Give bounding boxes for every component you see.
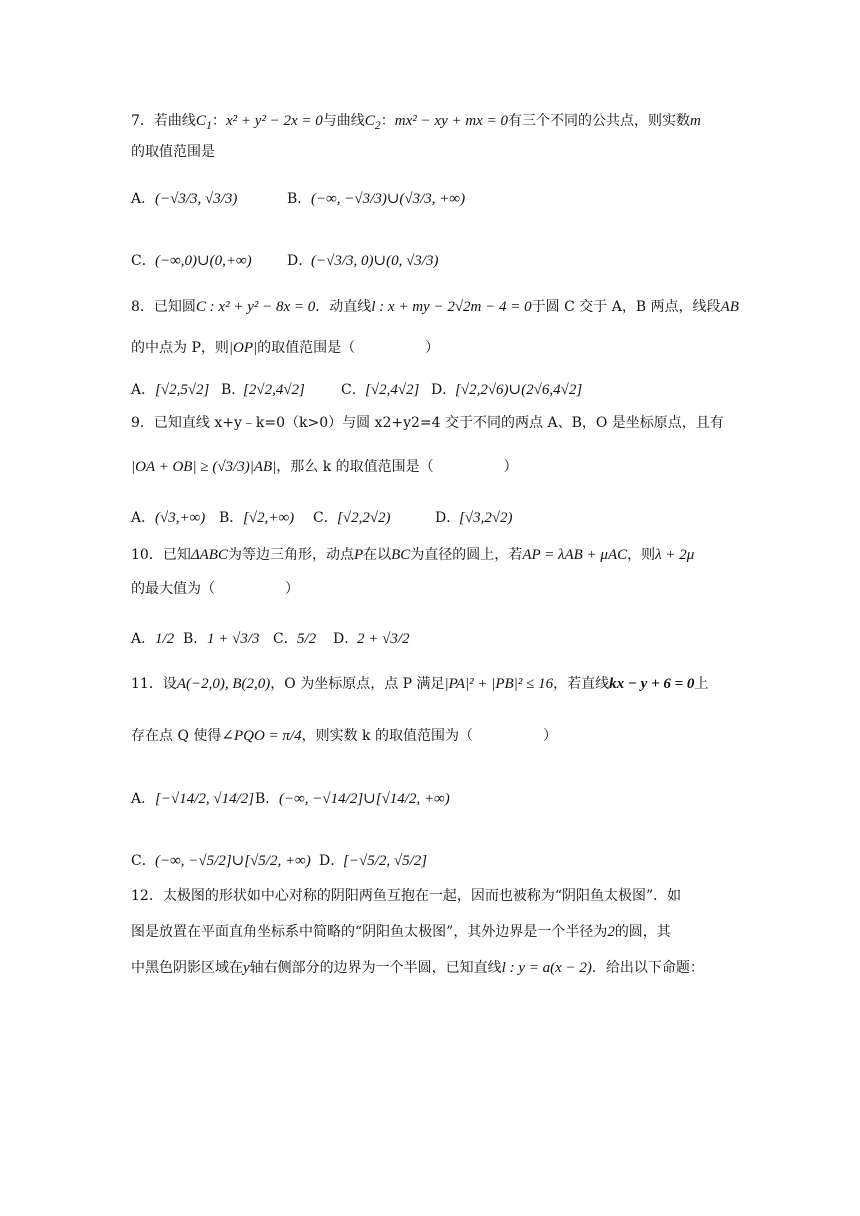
q12-text-c: 中黑色阴影区域在 bbox=[131, 960, 243, 976]
q12-text-e: ．给出以下命题： bbox=[591, 960, 704, 976]
q10-text-d: 为直径的圆上，若 bbox=[410, 547, 523, 563]
q8-opt-b: [2√2,4√2] bbox=[243, 382, 305, 398]
q10-expr: λ + 2μ bbox=[655, 547, 695, 563]
q7-opt-d: (−√3/3, 0)∪(0, √3/3) bbox=[311, 253, 439, 269]
q10-opt-a: 1/2 bbox=[155, 631, 175, 647]
q9-line1: 9．已知直线 x+y﹣k=0（k>0）与圆 x2+y2=4 交于不同的两点 A、B，O 是坐标原点，且有 bbox=[131, 415, 724, 431]
q9-opt-c-label: C． bbox=[313, 510, 338, 526]
q8-seg-ab: AB bbox=[720, 299, 739, 315]
q7-curve2-eq: mx² − xy + mx = 0 bbox=[394, 113, 508, 129]
q11-text-d: 上 bbox=[694, 676, 709, 692]
q12-line1: 12．太极图的形状如中心对称的阴阳两鱼互抱在一起，因而也被称为“阴阳鱼太极图”．如 bbox=[131, 888, 682, 904]
q9-opt-d: [√3,2√2) bbox=[459, 510, 513, 526]
q7-opt-c-label: C． bbox=[131, 253, 156, 269]
q7-opt-a: (−√3/3, √3/3) bbox=[155, 191, 238, 207]
q10-point-p: P bbox=[353, 547, 364, 563]
q11-options-cd bbox=[131, 850, 831, 872]
q11-opt-d-label: D． bbox=[319, 853, 345, 869]
q8-opt-b-label: B． bbox=[221, 382, 246, 398]
q9-opt-a-label: A． bbox=[131, 510, 156, 526]
q7-text: 7．若曲线 bbox=[131, 113, 196, 129]
q12-var-y: y bbox=[243, 960, 250, 976]
q11-line2 bbox=[131, 725, 831, 747]
q12-line-eq: l : y = a(x − 2) bbox=[501, 960, 592, 976]
q8-opt-c: [√2,4√2] bbox=[365, 382, 420, 398]
q7-colon2: ： bbox=[380, 113, 395, 129]
q11-text-f: ，则实数 k 的取值范围为（ ） bbox=[301, 728, 557, 744]
q11-condition: |PA|² + |PB|² ≤ 16 bbox=[444, 676, 554, 692]
q10-seg-bc: BC bbox=[391, 547, 411, 563]
q10-text-a: 10．已知 bbox=[131, 547, 191, 563]
q9-text-b: ，那么 k 的取值范围是（ ） bbox=[276, 459, 518, 475]
q8-options bbox=[131, 379, 831, 401]
q10-text-b: 为等边三角形，动点 bbox=[227, 547, 354, 563]
q8-opt-c-label: C． bbox=[341, 382, 366, 398]
q8-text-c: 于圆 C 交于 A，B 两点，线段 bbox=[531, 299, 721, 315]
q10-line2: 的最大值为（ ） bbox=[131, 581, 299, 597]
q7-opt-c: (−∞,0)∪(0,+∞) bbox=[155, 253, 252, 269]
q12-text-d: 轴右侧部分的边界为一个半圆，已知直线 bbox=[249, 960, 502, 976]
q9-opt-c: [√2,2√2) bbox=[337, 510, 391, 526]
q9-options bbox=[131, 507, 831, 529]
q9-opt-d-label: D． bbox=[435, 510, 461, 526]
q9-opt-a: (√3,+∞) bbox=[155, 510, 206, 526]
q10-opt-b-label: B． bbox=[183, 631, 208, 647]
q11-text-b: ，O 为坐标原点，点 P 满足 bbox=[270, 676, 445, 692]
q9-ineq: |OA + OB| ≥ (√3/3)|AB| bbox=[131, 459, 277, 475]
q9-opt-b-label: B． bbox=[219, 510, 244, 526]
q11-text-a: 11．设 bbox=[131, 676, 177, 692]
q7-colon1: ： bbox=[211, 113, 226, 129]
q8-circle-eq: C : x² + y² − 8x = 0 bbox=[195, 299, 316, 315]
q9-line2 bbox=[131, 456, 831, 478]
q12-line3 bbox=[131, 957, 831, 979]
q11-line1 bbox=[131, 673, 831, 695]
q7-line2: 的取值范围是 bbox=[131, 144, 215, 160]
q10-triangle: ΔABC bbox=[190, 547, 228, 563]
q7-opt-b-label: B． bbox=[287, 191, 312, 207]
q12-text-b: 的圆，其 bbox=[614, 924, 671, 940]
q11-opt-b-label: B． bbox=[255, 791, 280, 807]
q8-line-eq: l : x + my − 2√2m − 4 = 0 bbox=[371, 299, 532, 315]
q7-var-m: m bbox=[689, 113, 701, 129]
q7-opt-b: (−∞, −√3/3)∪(√3/3, +∞) bbox=[311, 191, 466, 207]
q7-options-cd bbox=[131, 250, 831, 272]
q12-radius: 2 bbox=[607, 924, 615, 940]
q11-points: A(−2,0), B(2,0) bbox=[176, 676, 271, 692]
q11-opt-d: [−√5/2, √5/2] bbox=[343, 853, 428, 869]
q10-opt-b: 1 + √3/3 bbox=[207, 631, 260, 647]
q7-c2: $C_2$ bbox=[364, 113, 381, 132]
q12-line2 bbox=[131, 921, 831, 943]
q10-opt-d: 2 + √3/2 bbox=[357, 631, 410, 647]
q11-opt-a-label: A． bbox=[131, 791, 156, 807]
q10-options bbox=[131, 628, 831, 650]
q11-options-ab bbox=[131, 788, 831, 810]
q10-line1 bbox=[131, 544, 831, 566]
q7-text-b: 与曲线 bbox=[322, 113, 365, 129]
q10-opt-a-label: A． bbox=[131, 631, 156, 647]
q7-opt-a-label: A． bbox=[131, 191, 156, 207]
q7-opt-d-label: D． bbox=[287, 253, 313, 269]
q7-c1: $C_1$ bbox=[195, 113, 212, 132]
q7-options-ab bbox=[131, 188, 831, 210]
q10-vector-eq: AP = λAB + μAC bbox=[522, 547, 628, 563]
q8-opt-d: [√2,2√6)∪(2√6,4√2] bbox=[455, 382, 583, 398]
q8-text-b: ．动直线 bbox=[315, 299, 372, 315]
q11-opt-b: (−∞, −√14/2]∪[√14/2, +∞) bbox=[279, 791, 450, 807]
q9-opt-b: [√2,+∞) bbox=[243, 510, 295, 526]
q11-opt-c: (−∞, −√5/2]∪[√5/2, +∞) bbox=[155, 853, 311, 869]
q8-line1 bbox=[131, 296, 831, 318]
q7-line1 bbox=[131, 110, 831, 136]
q11-text-c: ，若直线 bbox=[553, 676, 610, 692]
q11-opt-a: [−√14/2, √14/2] bbox=[155, 791, 255, 807]
q8-text-d: 的中点为 P，则 bbox=[131, 340, 229, 356]
q10-opt-c-label: C． bbox=[273, 631, 298, 647]
q11-opt-c-label: C． bbox=[131, 853, 156, 869]
q8-line2 bbox=[131, 337, 831, 359]
q11-line-eq: kx − y + 6 = 0 bbox=[609, 676, 695, 692]
q8-op: |OP| bbox=[228, 340, 258, 356]
q7-curve1-eq: x² + y² − 2x = 0 bbox=[225, 113, 323, 129]
q8-opt-d-label: D． bbox=[431, 382, 457, 398]
q8-text-e: 的取值范围是（ ） bbox=[257, 340, 440, 356]
q8-opt-a-label: A． bbox=[131, 382, 156, 398]
q10-text-e: ，则 bbox=[627, 547, 656, 563]
q12-text-a: 图是放置在平面直角坐标系中简略的“阴阳鱼太极图”，其外边界是一个半径为 bbox=[131, 924, 608, 940]
q11-angle: ∠PQO = π/4 bbox=[221, 728, 302, 744]
q10-opt-d-label: D． bbox=[333, 631, 359, 647]
q8-text-a: 8．已知圆 bbox=[131, 299, 196, 315]
q10-opt-c: 5/2 bbox=[297, 631, 317, 647]
q7-text-c: 有三个不同的公共点，则实数 bbox=[507, 113, 690, 129]
q8-opt-a: [√2,5√2] bbox=[155, 382, 210, 398]
q10-text-c: 在以 bbox=[363, 547, 392, 563]
q11-text-e: 存在点 Q 使得 bbox=[131, 728, 222, 744]
